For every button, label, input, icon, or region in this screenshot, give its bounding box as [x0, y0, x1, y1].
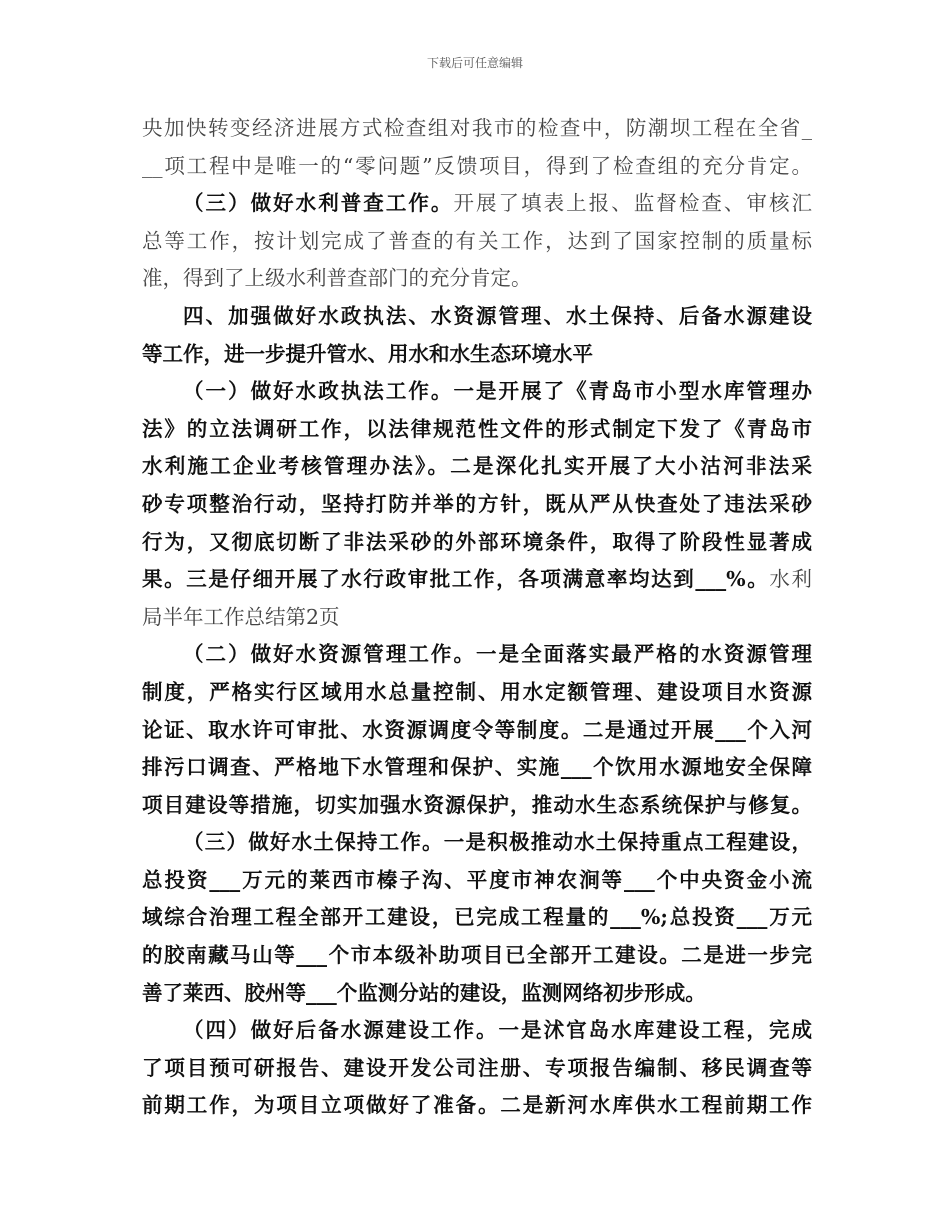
text-line: 项目建设等措施，切实加强水资源保护，推动水生态系统保护与修复。 — [142, 792, 812, 817]
text-line: （一）做好水政执法工作。一是开展了《青岛市小型水库管理办 — [183, 379, 812, 404]
text-line: 四、加强做好水政执法、水资源管理、水土保持、后备水源建设 — [183, 303, 812, 328]
text-line: （三）做好水利普查工作。开展了填表上报、监督检查、审核汇 — [183, 191, 813, 216]
text-line: 论证、取水许可审批、水资源调度令等制度。二是通过开展___个入河 — [142, 717, 812, 742]
text-line: 准，得到了上级水利普查部门的充分肯定。 — [142, 266, 532, 291]
text-line: 总等工作，按计划完成了普查的有关工作，达到了国家控制的质量标 — [142, 228, 812, 253]
text-line: 善了莱西、胶州等___个监测分站的建设，监测网络初步形成。 — [142, 980, 706, 1005]
text-line: 总投资___万元的莱西市榛子沟、平度市神农涧等___个中央资金小流 — [142, 867, 812, 892]
text-line: （四）做好后备水源建设工作。一是沭官岛水库建设工程，完成 — [183, 1018, 812, 1043]
text-line: 局半年工作总结第2页 — [142, 604, 340, 629]
text-line: 法》的立法调研工作，以法律规范性文件的形式制定下发了《青岛市 — [142, 416, 812, 441]
text-line: 排污口调查、严格地下水管理和保护、实施___个饮用水源地安全保障 — [142, 755, 812, 780]
text-line: 前期工作，为项目立项做好了准备。二是新河水库供水工程前期工作 — [142, 1093, 812, 1118]
text-line: 水利施工企业考核管理办法》。二是深化扎实开展了大小沽河非法采 — [142, 454, 812, 479]
text-line: 等工作，进一步提升管水、用水和水生态环境水平 — [142, 341, 593, 366]
document-body — [142, 110, 812, 1125]
text-line: __项工程中是唯一的“零问题”反馈项目，得到了检查组的充分肯定。 — [142, 153, 812, 178]
text-line: （二）做好水资源管理工作。一是全面落实最严格的水资源管理 — [183, 642, 812, 667]
text-line: 域综合治理工程全部开工建设，已完成工程量的___%;总投资___万元 — [142, 905, 812, 930]
page-header: 下载后可任意编辑 — [426, 56, 523, 70]
text-line: （三）做好水土保持工作。一是积极推动水土保持重点工程建设， — [183, 830, 812, 855]
text-line: 央加快转变经济进展方式检查组对我市的检查中，防潮坝工程在全省_ — [142, 116, 812, 140]
text-line: 的胶南藏马山等___个市本级补助项目已全部开工建设。二是进一步完 — [142, 943, 812, 968]
text-line: 砂专项整治行动，坚持打防并举的方针，既从严从快查处了违法采砂 — [142, 491, 812, 516]
text-line: 行为，又彻底切断了非法采砂的外部环境条件，取得了阶段性显著成 — [142, 529, 812, 554]
text-line: 制度，严格实行区域用水总量控制、用水定额管理、建设项目水资源 — [142, 679, 812, 704]
text-line: 了项目预可研报告、建设开发公司注册、专项报告编制、移民调查等 — [142, 1055, 812, 1080]
text-line: 果。三是仔细开展了水行政审批工作，各项满意率均达到___%。水利 — [142, 567, 812, 592]
